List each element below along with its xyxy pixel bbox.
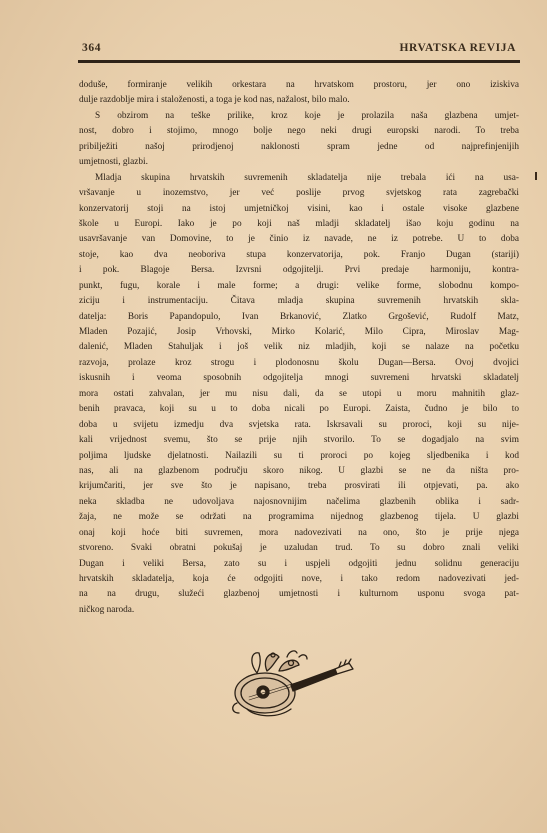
- text-line: iskusnih i veoma sposobnih odgojitelja mnogi suvremeni hrvatski skladatelj: [79, 373, 519, 384]
- text-line: S obzirom na teške prilike, kroz koje je prolazila naša glazbena umjet-: [95, 110, 519, 121]
- lute-vignette-icon: [227, 643, 359, 723]
- text-line: ničkog naroda.: [79, 604, 135, 615]
- text-line: razvoja, prolaze kroz strogu i plodonosnu školu Dugan—Bersa. Ovoj dvojici: [79, 357, 519, 368]
- text-line: Dugan i veliki Bersa, zato su i uspjeli odgojiti jednu solidnu generaciju: [79, 558, 519, 569]
- text-line: nost, dobro i stojimo, mnogo bolje nego neki drugi europski narodi. To treba: [79, 126, 519, 137]
- text-line: hrvatskih skladatelja, koja će odgojiti nove, i tako redom nadovezivati jed-: [79, 574, 519, 584]
- text-line: stvoreno. Svaki obratni pokušaj je uzaludan trud. To su dobro znali veliki: [79, 543, 519, 554]
- body-text: [79, 78, 519, 618]
- text-line: dalenić, Mladen Stahuljak i još velik niz mladjih, koji se nalaze na početku: [79, 342, 519, 353]
- text-line: usavršavanje van Domovine, to je činio iz navade, ne iz potrebe. U to doba: [79, 234, 519, 245]
- text-line: kali vrijednost svemu, što se prije njih stvorilo. To se dogadjalo na svim: [79, 435, 519, 446]
- running-header: [74, 38, 520, 58]
- journal-title: HRVATSKA REVIJA: [399, 42, 516, 54]
- text-line: ziciju i instrumentaciju. Čitava mladja skupina suvremenih hrvatskih skla-: [79, 296, 519, 307]
- text-line: benih pravaca, koji su u to doba nicali po Europi. Zaista, čudno je bilo to: [79, 404, 519, 415]
- text-line: mora ostati zahvalan, jer mu nisu dali, da se utopi u moru mahnitih glaz-: [79, 388, 519, 399]
- text-line: stoje, kao dva neoboriva stupa konzervatorija, pok. Franjo Dugan (stariji): [79, 249, 519, 260]
- text-line: poljima ljudske djelatnosti. Nailazili su ti proroci po kojeg sljedbenika i kod: [79, 450, 519, 461]
- text-line: datelja: Boris Papandopulo, Ivan Brkanović, Zlatko Grgošević, Rudolf Matz,: [79, 311, 519, 322]
- text-line: umjetnosti, glazbi.: [79, 157, 148, 168]
- text-line: dulje razdoblje mira i staloženosti, a toga je kod nas, nažalost, bilo malo.: [79, 95, 350, 106]
- text-line: i pok. Blagoje Bersa. Izvrsni odgojitelji. Prvi predaje harmoniju, kontra-: [79, 265, 519, 276]
- text-line: škole u Europi. Iako je po koji naš mladji skladatelj išao koju godinu na: [79, 218, 519, 229]
- text-line: pribilježiti našoj prirodjenoj naklonosti spram jedne od najprefinjenijih: [79, 141, 519, 152]
- text-line: konzervatorij stoji na istoj umjetničkoj visini, kao i ostale visoke glazbene: [79, 203, 519, 214]
- text-line: neka skladba ne udovoljava najosnovnijim načelima glazbenih oblika i sadr-: [79, 496, 519, 507]
- text-line: vršavanje u inozemstvo, jer već poslije prvog svjetskog rata zagrebački: [79, 188, 519, 199]
- page-number: 364: [82, 42, 102, 54]
- text-line: krijumčariti, jer sve što je napisano, treba prosvirati ili otpjevati, pa. ako: [79, 481, 519, 492]
- text-line: žaja, ne može se održati na programima nijednog glazbenog tijela. U glazbi: [79, 512, 519, 523]
- text-line: doduše, formiranje velikih orkestara na hrvatskom prostoru, jer ono iziskiva: [79, 80, 519, 90]
- text-line: doba u svijetu izmedju dva svjetska rata. Iskrsavali su proroci, koji su nije-: [79, 419, 519, 430]
- text-line: punkt, fugu, korale i male forme; a drugi: velike forme, slobodnu kompo-: [79, 280, 519, 291]
- header-rule: [78, 60, 520, 63]
- margin-mark: [535, 172, 537, 180]
- text-line: na na drugu, služeći glazbenoj umjetnosti i kulturnom usponu svoga pat-: [79, 589, 519, 600]
- text-line: onaj koji hoće biti suvremen, mora nadovezivati na ono, što je prije njega: [79, 527, 519, 538]
- text-line: Mladja skupina hrvatskih suvremenih skladatelja nije trebala ići na usa-: [95, 172, 519, 183]
- text-line: Mladen Pozajić, Josip Vrhovski, Mirko Kolarić, Milo Cipra, Miroslav Mag-: [79, 327, 519, 337]
- text-line: nas, ali na glazbenom području skoro nikog. U glazbi se ne da ništa pro-: [79, 465, 519, 476]
